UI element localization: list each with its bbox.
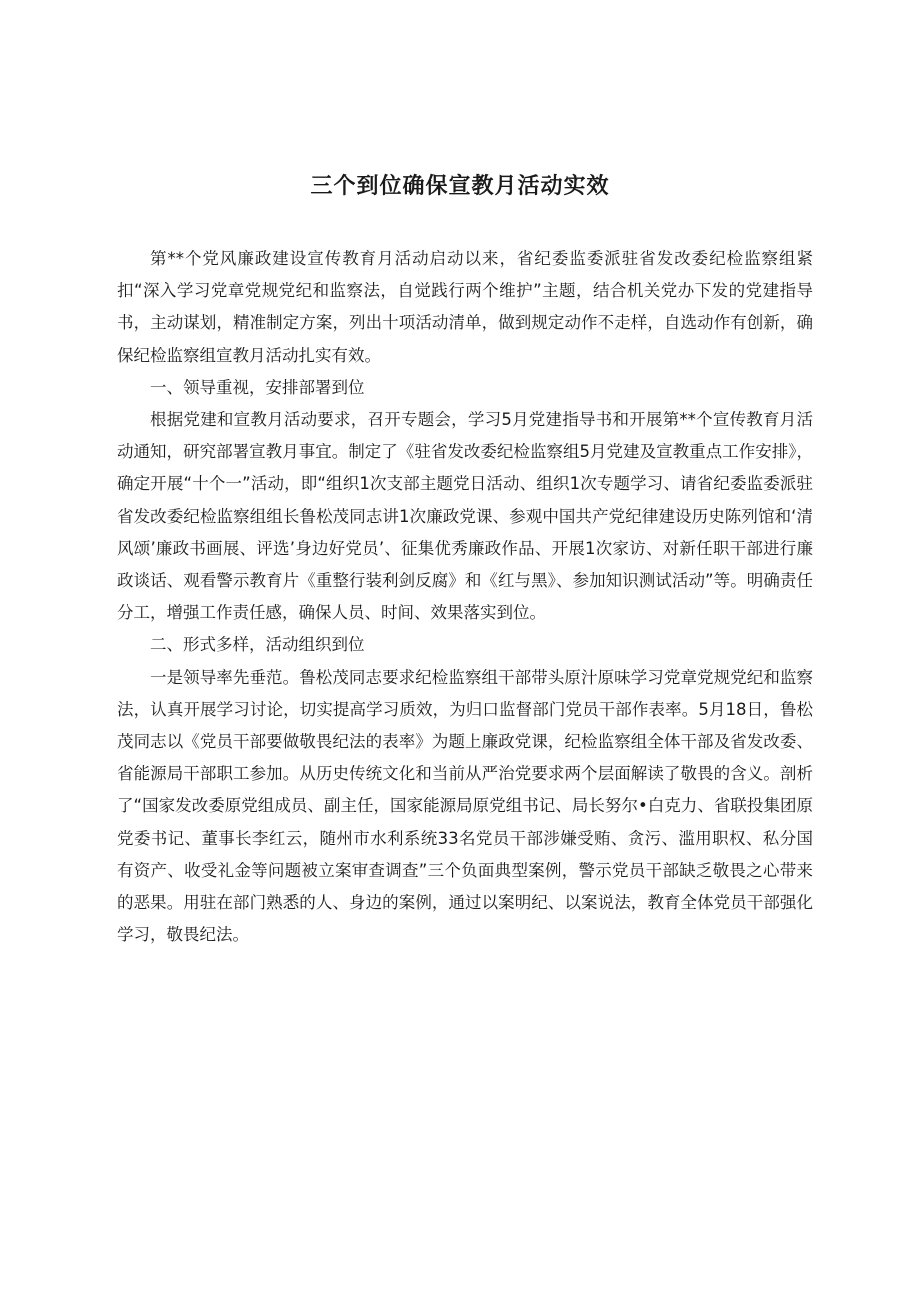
section-heading-1: 一、领导重视，安排部署到位 [150,377,365,397]
document-body [117,243,813,951]
section-1-paragraph: 根据党建和宣教月活动要求，召开专题会，学习5月党建指导书和开展第**个宣传教育月活动通知，研究部署宣教月事宜。制定了《驻省发改委纪检监察组5月党建及宣教重点工作安排》，确定开展“十个一”活动，即“组织1次支部主题党日活动、组织1次专题学习、请省纪委监委派驻省发改委纪检监察组组长鲁松茂同志讲1次廉政党课、参观中国共产党纪律建设历史陈列馆和‘清风颂’廉政书画展、评选’身边好党员’、征集优秀廉政作品、开展1次家访、对新任职干部进行廉政谈话、观看警示教育片《重整行装利剑反腐》和《红与黑》、参加知识测试活动”等。明确责任分工，增强工作责任感，确保人员、时间、效果落实到位。 [117,410,813,623]
document-title: 三个到位确保宣教月活动实效 [310,174,610,199]
section-heading-2: 二、形式多样，活动组织到位 [150,635,365,655]
intro-paragraph: 第**个党风廉政建设宣传教育月活动启动以来，省纪委监委派驻省发改委纪检监察组紧扣“深入学习党章党规党纪和监察法，自觉践行两个维护”主题，结合机关党办下发的党建指导书，主动谋划，精准制定方案，列出十项活动清单，做到规定动作不走样，自选动作有创新，确保纪检监察组宣教月活动扎实有效。 [117,249,813,365]
section-2-paragraph: 一是领导率先垂范。鲁松茂同志要求纪检监察组干部带头原汁原味学习党章党规党纪和监察法，认真开展学习讨论，切实提高学习质效，为归口监督部门党员干部作表率。5月18日，鲁松茂同志以《党员干部要做敬畏纪法的表率》为题上廉政党课，纪检监察组全体干部及省发改委、省能源局干部职工参加。从历史传统文化和当前从严治党要求两个层面解读了敬畏的含义。剖析了“国家发改委原党组成员、副主任，国家能源局原党组书记、局长努尔•白克力、省联投集团原党委书记、董事长李红云，随州市水利系统33名党员干部涉嫌受贿、贪污、滥用职权、私分国有资产、收受礼金等问题被立案审查调查”三个负面典型案例，警示党员干部缺乏敬畏之心带来的恶果。用驻在部门熟悉的人、身边的案例，通过以案明纪、以案说法，教育全体党员干部强化学习，敬畏纪法。 [117,667,813,945]
